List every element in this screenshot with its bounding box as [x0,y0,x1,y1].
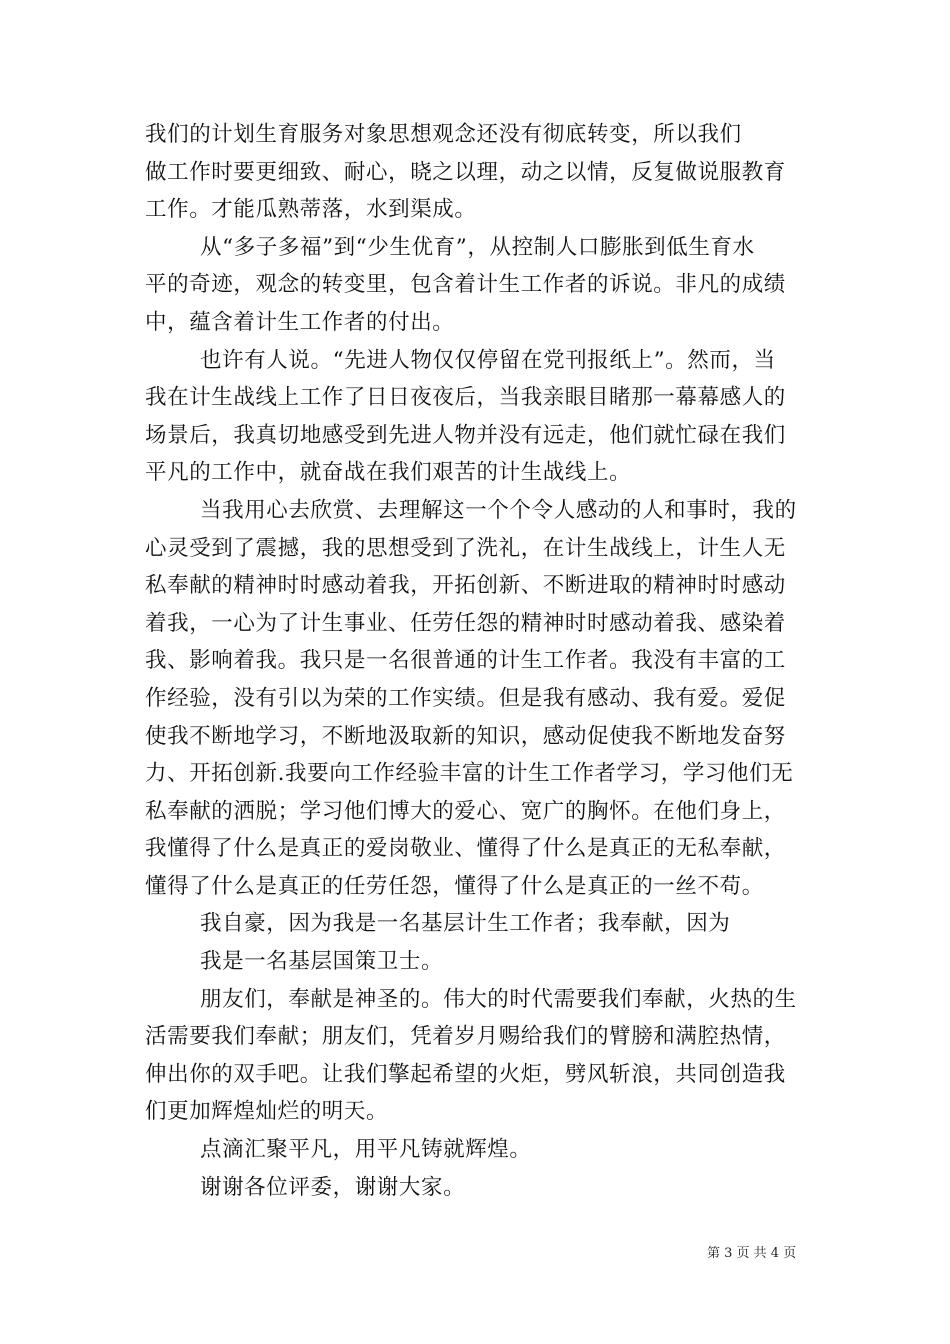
text-line: 私奉献的洒脱；学习他们博大的爱心、宽广的胸怀。在他们身上， [145,798,786,824]
text-line: 当我用心去欣赏、去理解这一个个令人感动的人和事时，我的 [200,497,797,523]
text-line: 点滴汇聚平凡，用平凡铸就辉煌。 [200,1137,532,1163]
speech-body [145,116,811,1206]
text-line: 心灵受到了震撼，我的思想受到了洗礼，在计生战线上，计生人无 [145,535,786,561]
text-line: 我们的计划生育服务对象思想观念还没有彻底转变，所以我们 [145,122,742,147]
text-line: 中，蕴含着计生工作者的付出。 [145,309,455,335]
text-line: 着我，一心为了计生事业、任劳任怨的精神时时感动着我、感染着 [145,610,786,636]
text-line: 谢谢各位评委，谢谢大家。 [200,1174,466,1200]
text-line: 我自豪，因为我是一名基层计生工作者；我奉献，因为 [200,911,731,937]
text-line: 从“多子多福”到“少生优育”，从控制人口膨胀到低生育水 [200,234,755,260]
text-line: 平的奇迹，观念的转变里，包含着计生工作者的诉说。非凡的成绩 [145,272,786,298]
text-line: 使我不断地学习，不断地汲取新的知识，感动促使我不断地发奋努 [145,723,786,749]
text-line: 懂得了什么是真正的任劳任怨，懂得了什么是真正的一丝不苟。 [145,873,764,899]
text-line: 我懂得了什么是真正的爱岗敬业、懂得了什么是真正的无私奉献， [145,836,786,862]
text-line: 我是一名基层国策卫士。 [200,949,444,975]
page-number: 第 3 页 共 4 页 [707,1246,797,1261]
text-line: 伸出你的双手吧。让我们擎起希望的火炬，劈风斩浪，共同创造我 [145,1061,786,1087]
text-line: 我在计生战线上工作了日日夜夜后，当我亲眼目睹那一幕幕感人的 [145,385,786,411]
text-line: 我、影响着我。我只是一名很普通的计生工作者。我没有丰富的工 [145,648,786,674]
text-line: 场景后，我真切地感受到先进人物并没有远走，他们就忙碌在我们 [145,422,786,448]
text-line: 作经验，没有引以为荣的工作实绩。但是我有感动、我有爱。爱促 [145,685,786,711]
text-line: 力、开拓创新.我要向工作经验丰富的计生工作者学习，学习他们无 [145,761,794,787]
text-line: 私奉献的精神时时感动着我，开拓创新、不断进取的精神时时感动 [145,573,786,599]
text-line: 朋友们，奉献是神圣的。伟大的时代需要我们奉献，火热的生 [200,986,797,1012]
text-line: 活需要我们奉献；朋友们，凭着岁月赐给我们的臂膀和满腔热情， [145,1024,786,1050]
text-line: 工作。才能瓜熟蒂落，水到渠成。 [145,197,477,223]
text-line: 平凡的工作中，就奋战在我们艰苦的计生战线上。 [145,460,632,486]
text-line: 也许有人说。“先进人物仅仅停留在党刊报纸上”。然而，当 [200,347,776,373]
text-line: 们更加辉煌灿烂的明天。 [145,1099,389,1125]
text-line: 做工作时要更细致、耐心，晓之以理，动之以情，反复做说服教育 [145,159,786,185]
